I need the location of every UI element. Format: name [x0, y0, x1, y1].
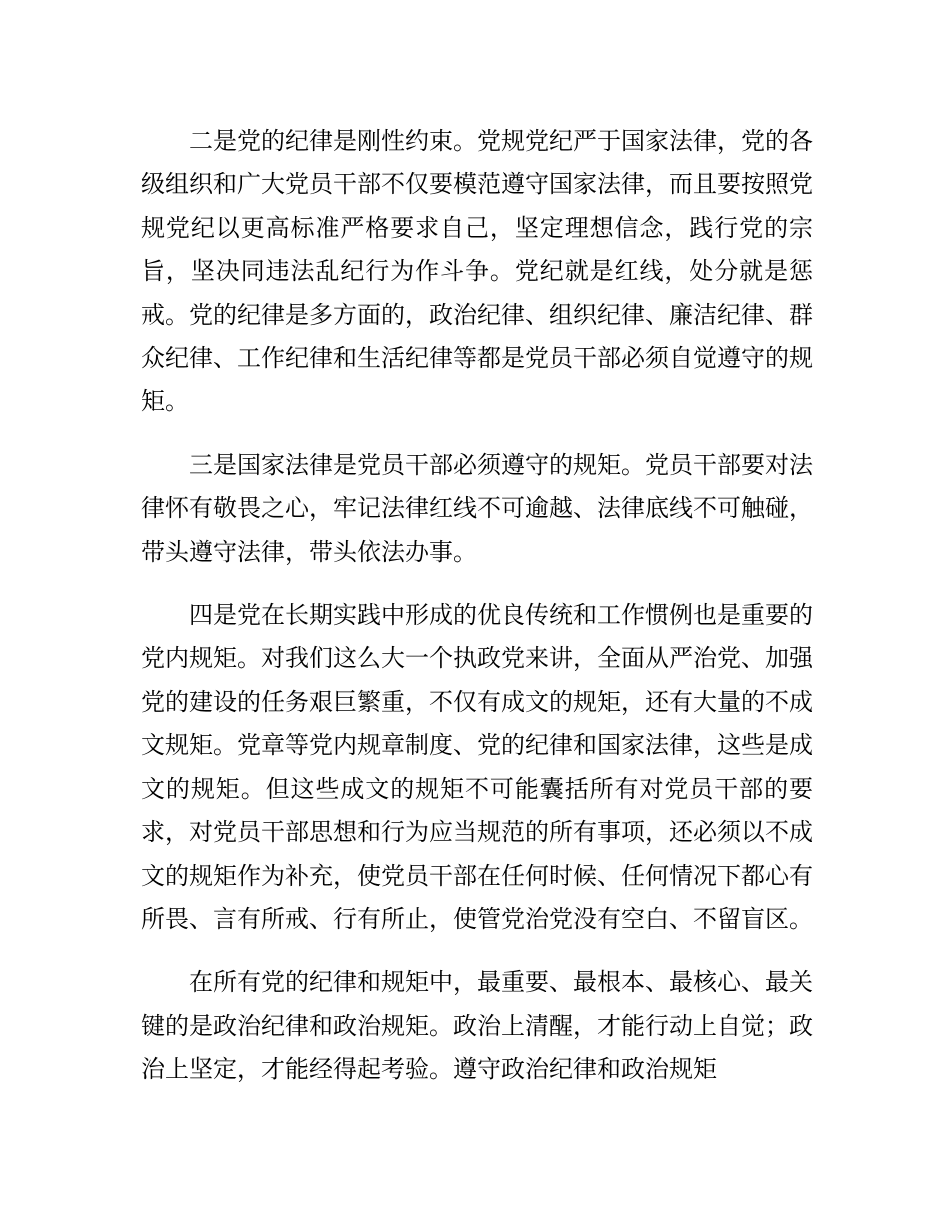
document-page [141, 120, 813, 1092]
paragraph-national-law: 三是国家法律是党员干部必须遵守的规矩。党员干部要对法律怀有敬畏之心，牢记法律红线不可逾越、法律底线不可触碰，带头遵守法律，带头依法办事。 [141, 450, 813, 566]
paragraph-traditions-and-practices: 四是党在长期实践中形成的优良传统和工作惯例也是重要的党内规矩。对我们这么大一个执政党来讲，全面从严治党、加强党的建设的任务艰巨繁重，不仅有成文的规矩，还有大量的不成文规矩。党章等党内规章制度、党的纪律和国家法律，这些是成文的规矩。但这些成文的规矩不可能囊括所有对党员干部的要求，对党员干部思想和行为应当规范的所有事项，还必须以不成文的规矩作为补充，使党员干部在任何时候、任何情况下都心有所畏、言有所戒、行有所止，使管党治党没有空白、不留盲区。 [141, 601, 813, 933]
paragraph-political-discipline: 在所有党的纪律和规矩中，最重要、最根本、最核心、最关键的是政治纪律和政治规矩。政治上清醒，才能行动上自觉；政治上坚定，才能经得起考验。遵守政治纪律和政治规矩 [141, 968, 813, 1084]
paragraph-party-discipline: 二是党的纪律是刚性约束。党规党纪严于国家法律，党的各级组织和广大党员干部不仅要模范遵守国家法律，而且要按照党规党纪以更高标准严格要求自己，坚定理想信念，践行党的宗旨，坚决同违法乱纪行为作斗争。党纪就是红线，处分就是惩戒。党的纪律是多方面的，政治纪律、组织纪律、廉洁纪律、群众纪律、工作纪律和生活纪律等都是党员干部必须自觉遵守的规矩。 [141, 127, 813, 416]
